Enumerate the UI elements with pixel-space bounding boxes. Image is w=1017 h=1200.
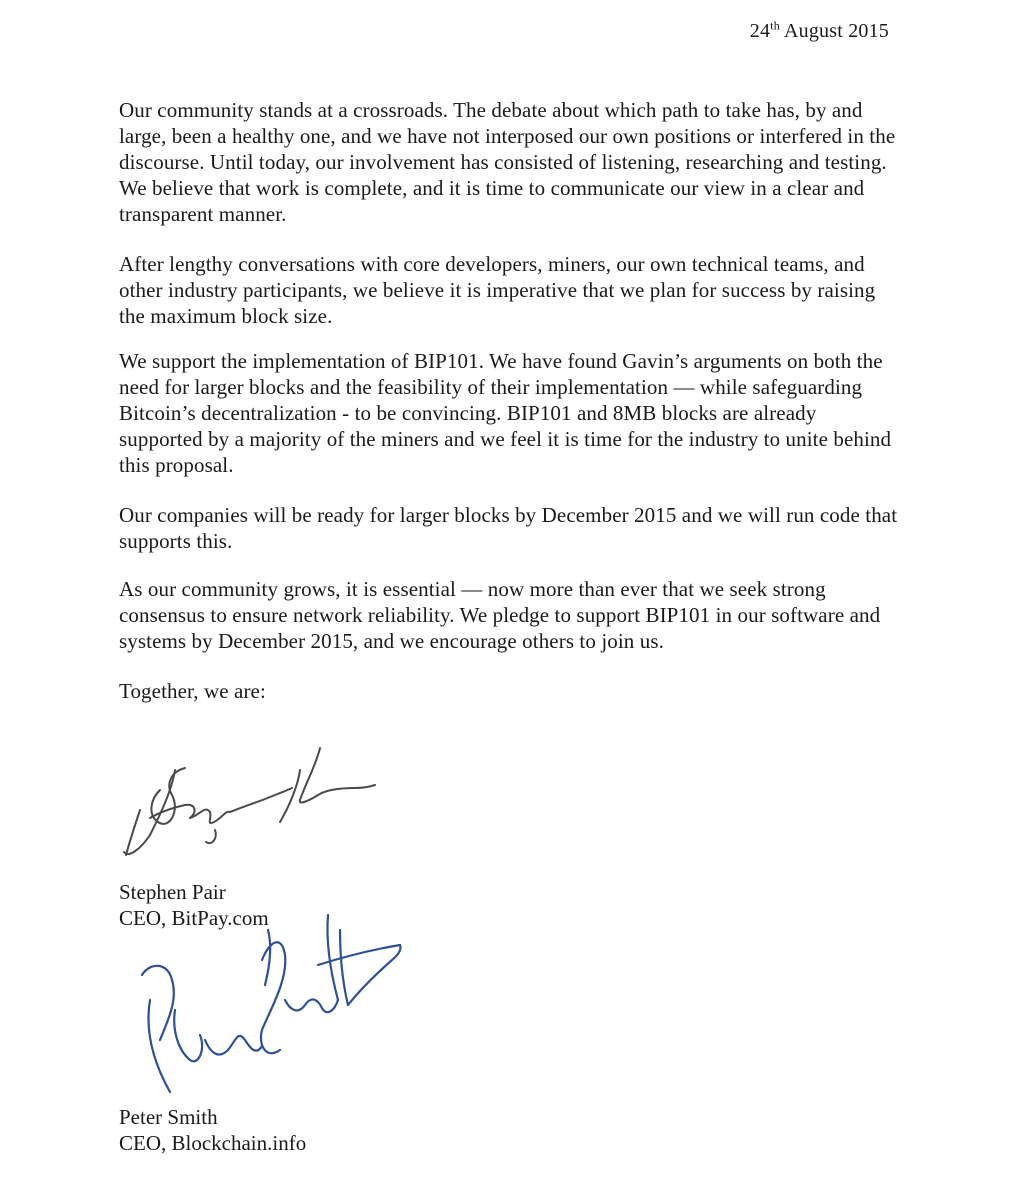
paragraph-ready-december: Our companies will be ready for larger blocks by December 2015 and we will run code that supports this. bbox=[119, 503, 898, 553]
signatory-1-title: CEO, BitPay.com bbox=[119, 906, 269, 930]
letter-date bbox=[750, 18, 889, 44]
paragraph-bip101-support: We support the implementation of BIP101. We have found Gavin’s arguments on both the need for larger blocks and the feasibility of their implementation — while safeguarding Bitcoin’s decentralization - to be convincing. BIP101 and 8MB blocks are already supported by a majority of the miners and we feel it is time for the industry to unite behind this proposal. bbox=[119, 349, 892, 477]
signatory-2-name: Peter Smith bbox=[119, 1105, 218, 1129]
paragraph-conversations: After lengthy conversations with core developers, miners, our own technical teams, and other industry participants, we believe it is imperative that we plan for success by raising the maximum block size. bbox=[119, 252, 876, 328]
date-day: 24 bbox=[749, 20, 771, 42]
paragraph-together: Together, we are: bbox=[119, 679, 266, 703]
signatory-2-title: CEO, Blockchain.info bbox=[119, 1131, 307, 1155]
paragraph-crossroads: Our community stands at a crossroads. The debate about which path to take has, by and large, been a healthy one, and we have not interposed our own positions or interfered in the discourse. Until today, our involvement has consisted of listening, researching and testing. We believe that work is complete, and it is time to communicate our view in a clear and transparent manner. bbox=[119, 98, 896, 226]
paragraph-pledge: As our community grows, it is essential — now more than ever that we seek strong consensus to ensure network reliability. We pledge to support BIP101 in our software and systems by December 2015, and we encourage others to join us. bbox=[119, 577, 881, 653]
signatory-1-name: Stephen Pair bbox=[119, 880, 226, 904]
date-suffix: th bbox=[770, 18, 780, 33]
date-rest: August 2015 bbox=[784, 20, 889, 42]
